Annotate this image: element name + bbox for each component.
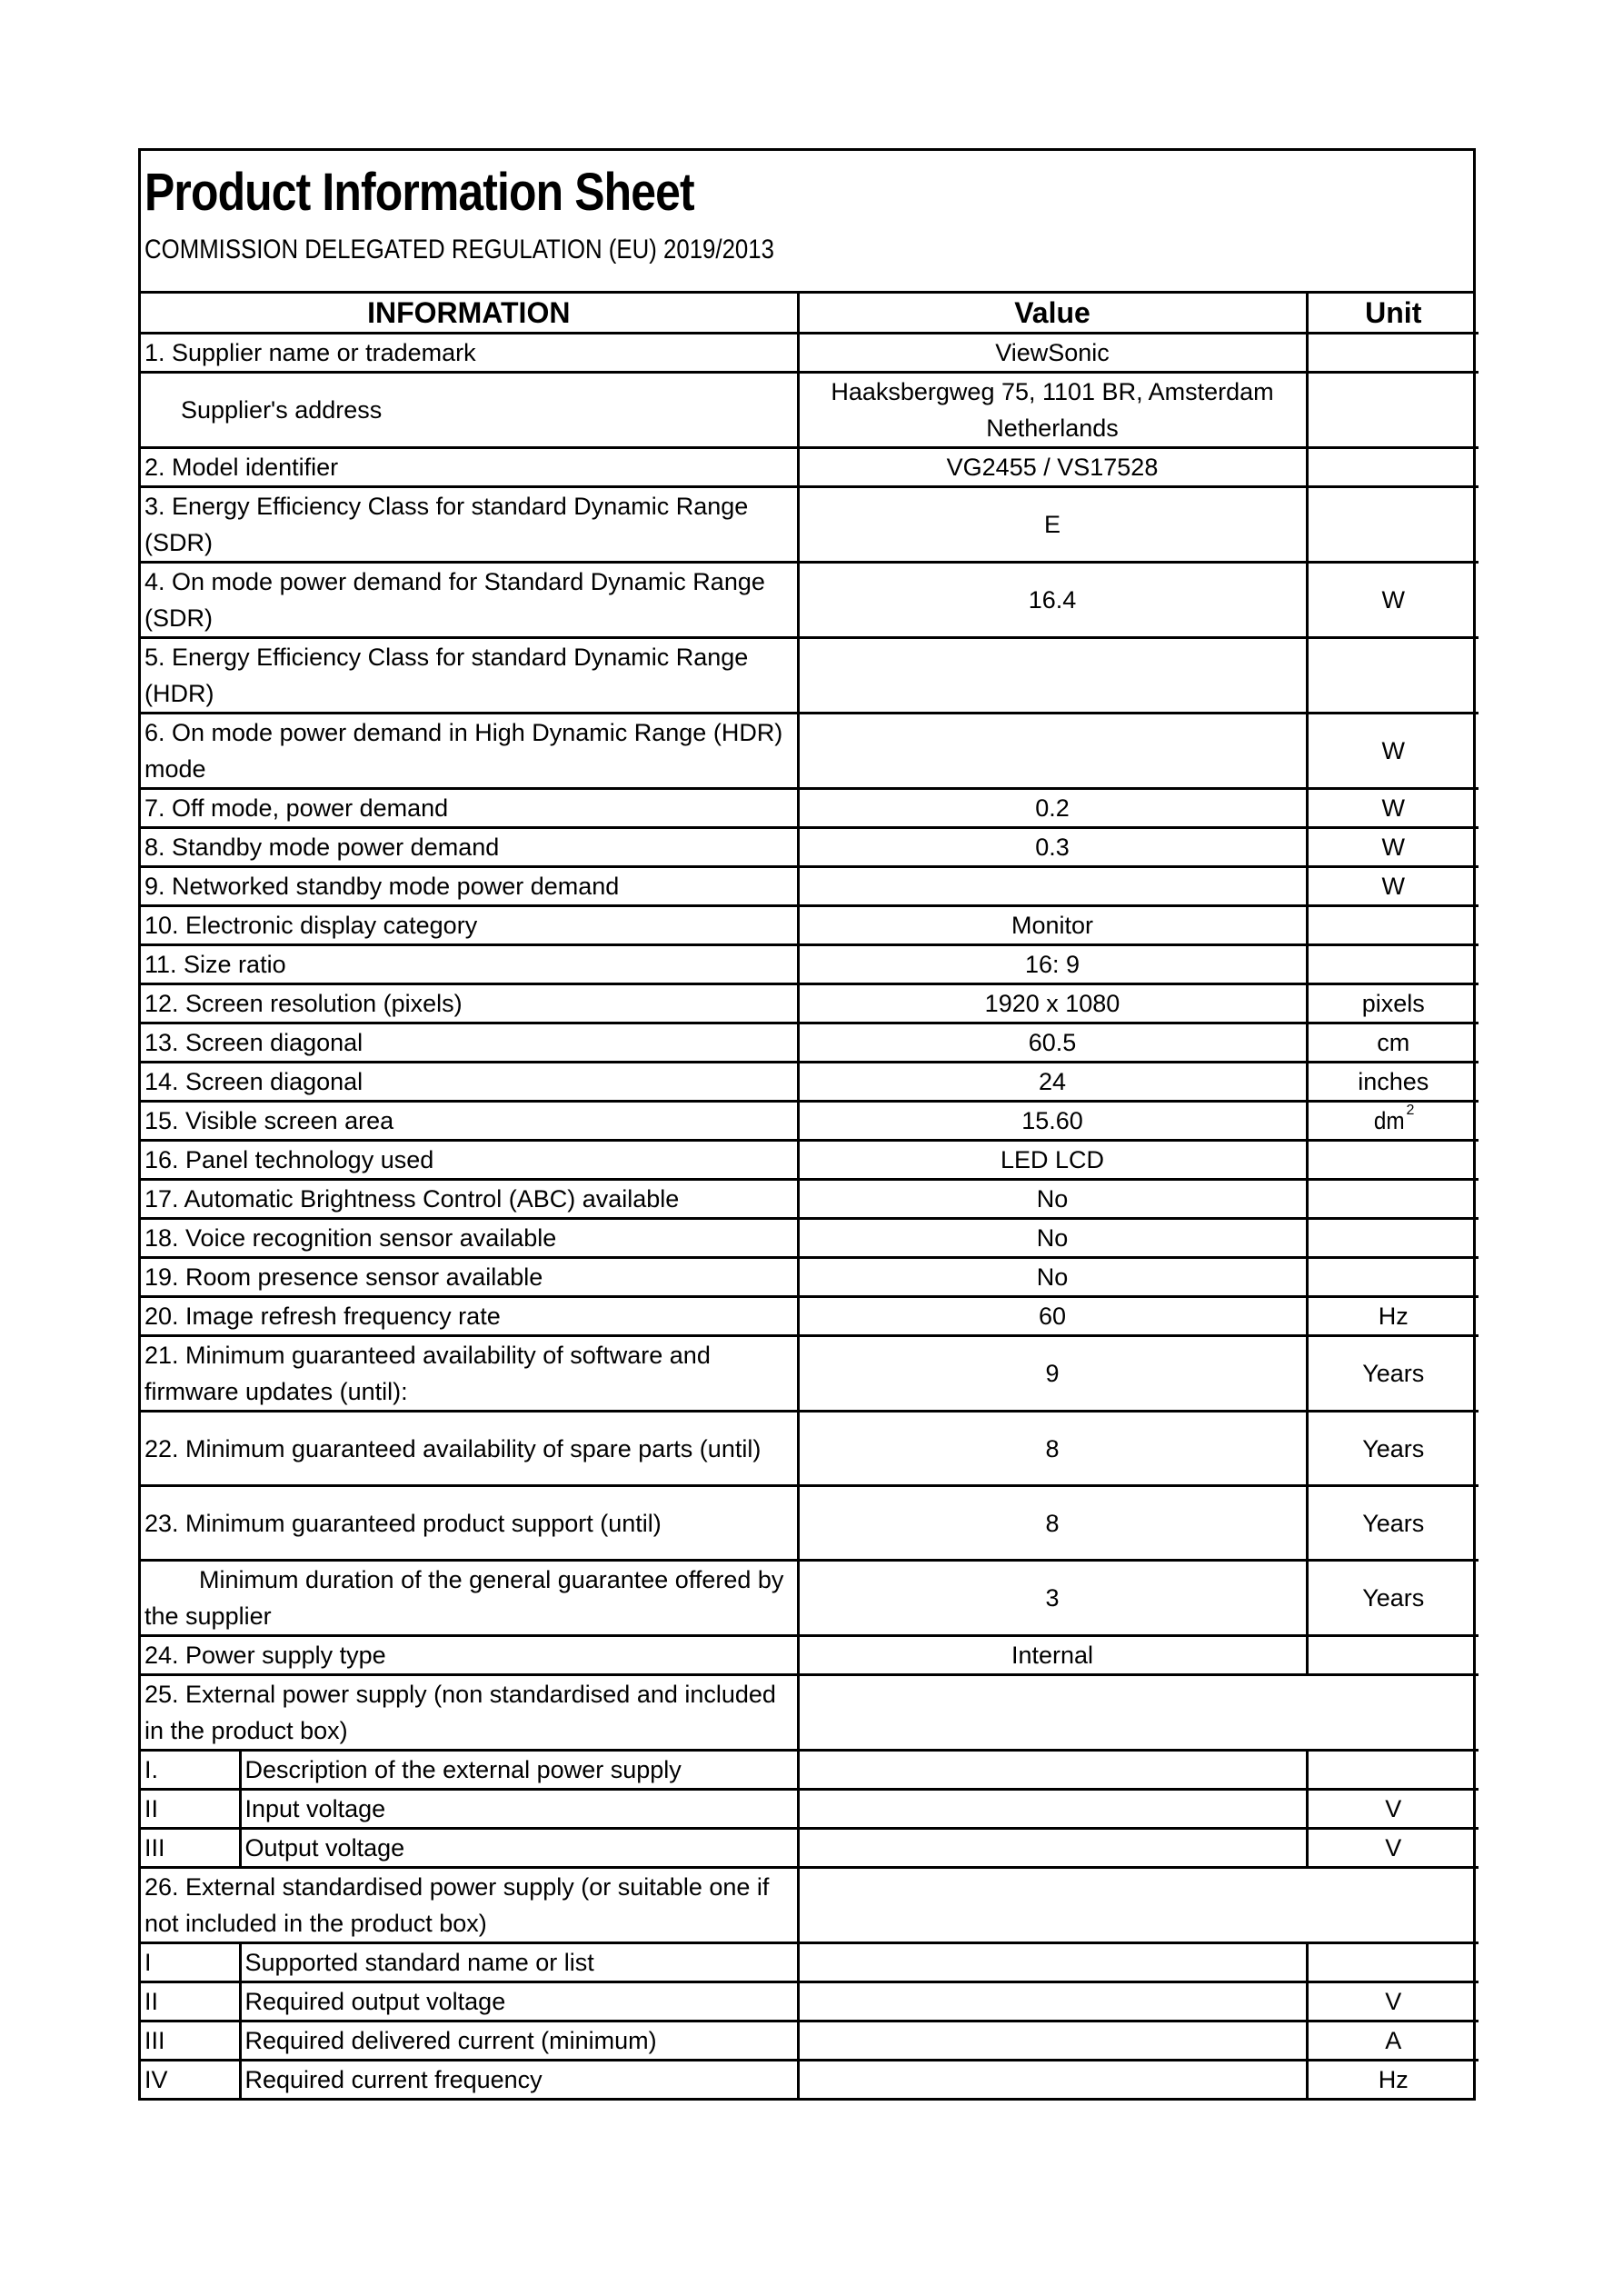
row-value: Internal [798,1636,1307,1675]
row-value: LED LCD [798,1141,1307,1180]
row-value: No [798,1180,1307,1219]
row-unit: Hz [1307,2061,1479,2099]
row-unit [1307,373,1479,448]
product-information-sheet [138,148,1476,2101]
row-label: Supported standard name or list [240,1943,798,1982]
row-value [798,1829,1307,1868]
row-value [798,2061,1307,2099]
roman-numeral: II [141,1790,240,1829]
row-label: 17. Automatic Brightness Control (ABC) available [141,1180,798,1219]
row-unit: Years [1307,1561,1479,1636]
information-table [141,294,1479,2098]
row-unit: W [1307,789,1479,828]
table-row [141,563,1479,638]
unit-superscript: 2 [1406,1103,1415,1118]
regulation-subtitle: COMMISSION DELEGATED REGULATION (EU) 2019/2013 [144,235,774,265]
row-label: 14. Screen diagonal [141,1063,798,1102]
row-label: Required current frequency [240,2061,798,2099]
row-label: 9. Networked standby mode power demand [141,867,798,906]
table-row [141,1561,1479,1636]
row-value: Monitor [798,906,1307,945]
table-row [141,1102,1479,1141]
row-label: 19. Room presence sensor available [141,1258,798,1297]
row-value: 0.3 [798,828,1307,867]
table-row [141,1790,1479,1829]
row-value: 60.5 [798,1023,1307,1063]
table-row [141,1982,1479,2021]
row-unit [1307,1943,1479,1982]
table-row [141,334,1479,373]
row-label: 21. Minimum guaranteed availability of software and firmware updates (until): [141,1336,798,1412]
row-value: 15.60 [798,1102,1307,1141]
row-value: 16.4 [798,563,1307,638]
row-label: 5. Energy Efficiency Class for standard Dynamic Range (HDR) [141,638,798,714]
roman-numeral: III [141,1829,240,1868]
row-unit: W [1307,828,1479,867]
row-label: Required output voltage [240,1982,798,2021]
column-header-value: Value [798,294,1307,334]
row-label: 11. Size ratio [141,945,798,984]
row-label: 2. Model identifier [141,448,798,487]
row-unit [1307,945,1479,984]
row-value [798,2021,1307,2061]
row-unit [1307,334,1479,373]
row-label: 6. On mode power demand in High Dynamic Range (HDR) mode [141,714,798,789]
row-label: Supplier's address [141,373,798,448]
row-unit [1307,1219,1479,1258]
row-unit [1307,1751,1479,1790]
row-label: Minimum duration of the general guarantee offered by the supplier [141,1561,798,1636]
row-value: 9 [798,1336,1307,1412]
row-label: 13. Screen diagonal [141,1023,798,1063]
row-value: VG2455 / VS17528 [798,448,1307,487]
table-row [141,448,1479,487]
table-row [141,1141,1479,1180]
section-row-external-nonstandard [141,1675,1479,1751]
row-label: 8. Standby mode power demand [141,828,798,867]
roman-numeral: III [141,2021,240,2061]
table-row [141,714,1479,789]
row-value: No [798,1219,1307,1258]
row-value: 0.2 [798,789,1307,828]
row-value: 1920 x 1080 [798,984,1307,1023]
table-row [141,945,1479,984]
table-row [141,1412,1479,1486]
row-unit: Years [1307,1412,1479,1486]
table-row [141,1258,1479,1297]
row-label: Input voltage [240,1790,798,1829]
row-value [798,714,1307,789]
table-header [141,294,1479,334]
row-unit: V [1307,1982,1479,2021]
row-unit [1307,1141,1479,1180]
row-unit [1307,906,1479,945]
table-row [141,984,1479,1023]
table-row [141,2061,1479,2099]
row-unit: A [1307,2021,1479,2061]
row-value: E [798,487,1307,563]
row-label: 22. Minimum guaranteed availability of spare parts (until) [141,1412,798,1486]
table-row [141,1023,1479,1063]
table-row [141,867,1479,906]
row-label: 18. Voice recognition sensor available [141,1219,798,1258]
roman-numeral: I. [141,1751,240,1790]
row-label: 1. Supplier name or trademark [141,334,798,373]
section-value [798,1868,1479,1943]
row-unit: Years [1307,1336,1479,1412]
row-unit: cm [1307,1023,1479,1063]
table-row [141,1063,1479,1102]
row-label: Description of the external power supply [240,1751,798,1790]
row-unit: W [1307,714,1479,789]
table-row [141,2021,1479,2061]
section-label: 25. External power supply (non standardised and included in the product box) [141,1675,798,1751]
row-label: 24. Power supply type [141,1636,798,1675]
row-unit: V [1307,1790,1479,1829]
table-row [141,373,1479,448]
roman-numeral: II [141,1982,240,2021]
row-value [798,1982,1307,2021]
table-row [141,789,1479,828]
table-row [141,828,1479,867]
title-block [141,151,1473,294]
unit-text: dm [1373,1107,1405,1134]
row-value: 8 [798,1412,1307,1486]
row-unit: inches [1307,1063,1479,1102]
row-value [798,1943,1307,1982]
row-label: 10. Electronic display category [141,906,798,945]
row-value [798,1790,1307,1829]
row-label: 23. Minimum guaranteed product support (until) [141,1486,798,1561]
table-row [141,487,1479,563]
row-unit [1307,1180,1479,1219]
row-unit: W [1307,867,1479,906]
table-row [141,1829,1479,1868]
row-unit: Hz [1307,1297,1479,1336]
section-row-external-standard [141,1868,1479,1943]
row-value: 16: 9 [798,945,1307,984]
row-label: Required delivered current (minimum) [240,2021,798,2061]
table-row [141,1180,1479,1219]
row-value: No [798,1258,1307,1297]
table-row [141,638,1479,714]
row-value [798,867,1307,906]
row-unit [1307,448,1479,487]
table-row [141,1943,1479,1982]
column-header-unit: Unit [1307,294,1479,334]
row-label: 12. Screen resolution (pixels) [141,984,798,1023]
section-label: 26. External standardised power supply (or suitable one if not included in the product box) [141,1868,798,1943]
roman-numeral: IV [141,2061,240,2099]
row-value: 8 [798,1486,1307,1561]
row-unit: pixels [1307,984,1479,1023]
row-label: 4. On mode power demand for Standard Dynamic Range (SDR) [141,563,798,638]
row-label: Output voltage [240,1829,798,1868]
row-unit [1307,1258,1479,1297]
table-row [141,1219,1479,1258]
row-label: 20. Image refresh frequency rate [141,1297,798,1336]
row-label: 16. Panel technology used [141,1141,798,1180]
row-unit: W [1307,563,1479,638]
table-row [141,1297,1479,1336]
row-label: 3. Energy Efficiency Class for standard Dynamic Range (SDR) [141,487,798,563]
row-value [798,638,1307,714]
row-unit: V [1307,1829,1479,1868]
row-label: 15. Visible screen area [141,1102,798,1141]
row-unit [1307,638,1479,714]
table-row [141,1751,1479,1790]
row-value: Haaksbergweg 75, 1101 BR, Amsterdam Netherlands [798,373,1307,448]
row-unit: Years [1307,1486,1479,1561]
row-unit [1307,487,1479,563]
section-value [798,1675,1479,1751]
page-title: Product Information Sheet [144,163,694,222]
row-value: 60 [798,1297,1307,1336]
row-value: 3 [798,1561,1307,1636]
row-value: 24 [798,1063,1307,1102]
table-row [141,1486,1479,1561]
row-value [798,1751,1307,1790]
row-unit [1307,1102,1479,1141]
table-row [141,906,1479,945]
column-header-information: INFORMATION [141,294,798,334]
roman-numeral: I [141,1943,240,1982]
row-value: ViewSonic [798,334,1307,373]
row-label: 7. Off mode, power demand [141,789,798,828]
table-row [141,1636,1479,1675]
table-row [141,1336,1479,1412]
row-unit [1307,1636,1479,1675]
